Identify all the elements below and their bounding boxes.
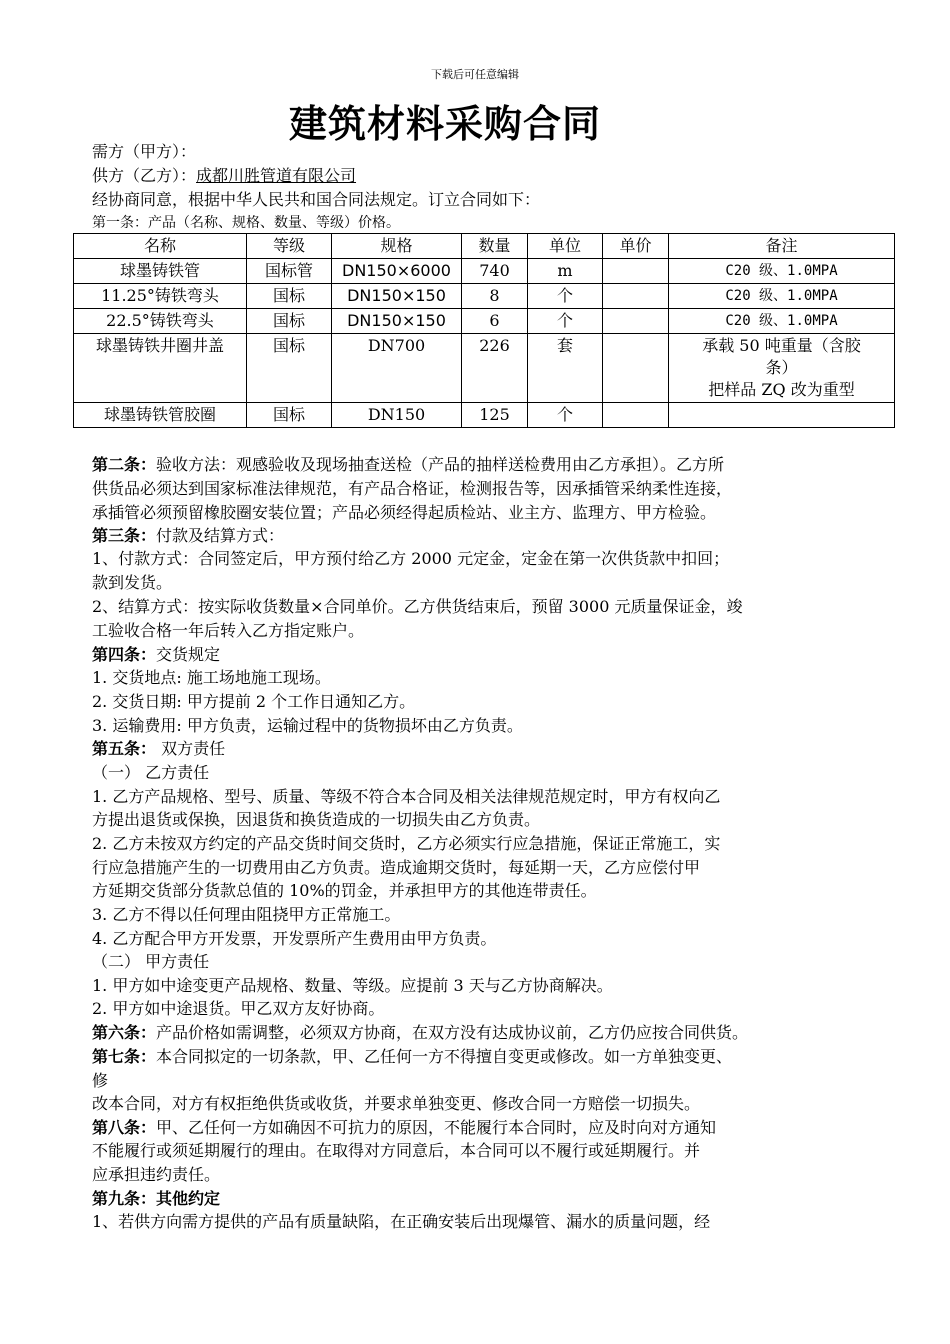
- col-header: 单价: [603, 234, 669, 259]
- cell-note: C20 级、1.0MPA: [669, 259, 895, 284]
- col-header: 名称: [74, 234, 247, 259]
- article-3-heading: 第三条：: [92, 526, 157, 545]
- cell-unit: m: [528, 259, 603, 284]
- cell-qty: 125: [462, 403, 528, 428]
- cell-spec: DN150×150: [332, 284, 462, 309]
- article-3-title: 付款及结算方式：: [156, 526, 285, 545]
- article-5-item-2c: 方延期交货部分货款总值的 10%的罚金，并承担甲方的其他连带责任。: [92, 881, 597, 900]
- cell-name: 11.25°铸铁弯头: [74, 284, 247, 309]
- article-8-line-3: 应承担违约责任。: [92, 1165, 221, 1184]
- note-line: 条）: [765, 358, 798, 377]
- col-header: 单位: [528, 234, 603, 259]
- col-header: 备注: [669, 234, 895, 259]
- article-2-heading: 第二条：: [92, 455, 157, 474]
- cell-name: 球墨铸铁管: [74, 259, 247, 284]
- article-4-title: 交货规定: [156, 645, 221, 664]
- article-5-item-2b: 行应急措施产生的一切费用由乙方负责。造成逾期交货时，每延期一天，乙方应偿付甲: [92, 858, 701, 877]
- article-5-item-4: 4. 乙方配合甲方开发票，开发票所产生费用由甲方负责。: [92, 929, 497, 948]
- article-5-item-3: 3. 乙方不得以任何理由阻挠甲方正常施工。: [92, 905, 401, 924]
- cell-grade: 国标: [247, 284, 332, 309]
- cell-spec: DN150×6000: [332, 259, 462, 284]
- article-4-heading-line: [92, 645, 220, 665]
- page-title: 建筑材料采购合同: [288, 102, 601, 146]
- supplier-name: 成都川胜管道有限公司: [196, 166, 357, 185]
- supplier-label: 供方（乙方）：: [92, 166, 197, 185]
- article-4-item-3: 3. 运输费用: 甲方负责，运输过程中的货物损坏由乙方负责。: [92, 716, 523, 735]
- supplier-line: [92, 166, 356, 186]
- col-header: 数量: [462, 234, 528, 259]
- cell-note: [669, 403, 895, 428]
- article-7-text: 本合同拟定的一切条款，甲、乙任何一方不得擅自变更或修改。如一方单独变更、: [156, 1047, 733, 1066]
- article-9-line-1: 1、若供方向需方提供的产品有质量缺陷，在正确安装后出现爆管、漏水的质量问题，经: [92, 1212, 711, 1231]
- header-note: 下载后可任意编辑: [431, 68, 519, 81]
- article-7-line-2: 修: [92, 1071, 109, 1090]
- article-7-heading: 第七条：: [92, 1047, 157, 1066]
- article-7-line-3: 改本合同，对方有权拒绝供货或收货，并要求单独变更、修改合同一方赔偿一切损失。: [92, 1094, 701, 1113]
- cell-price: [603, 259, 669, 284]
- cell-note: C20 级、1.0MPA: [669, 284, 895, 309]
- article-5-b-item-1: 1. 甲方如中途变更产品规格、数量、等级。应提前 3 天与乙方协商解决。: [92, 976, 613, 995]
- article-2-line-3: 承插管必须预留橡胶圈安装位置；产品必须经得起质检站、业主方、监理方、甲方检验。: [92, 503, 717, 522]
- table-row: [74, 259, 895, 284]
- cell-unit: 个: [528, 284, 603, 309]
- cell-note: [669, 334, 895, 403]
- article-8-heading: 第八条：: [92, 1118, 157, 1137]
- article-3-line-3: 2、结算方式：按实际收货数量×合同单价。乙方供货结束后，预留 3000 元质量保证金，竣: [92, 597, 743, 616]
- table-row: [74, 284, 895, 309]
- table-row: [74, 403, 895, 428]
- article-5-sub-1: （一） 乙方责任: [92, 763, 210, 782]
- cell-qty: 226: [462, 334, 528, 403]
- cell-spec: DN150×150: [332, 309, 462, 334]
- cell-qty: 740: [462, 259, 528, 284]
- cell-grade: 国标: [247, 309, 332, 334]
- article-5-item-1a: 1. 乙方产品规格、型号、质量、等级不符合本合同及相关法律规范规定时，甲方有权向乙: [92, 787, 721, 806]
- product-table: [73, 233, 895, 428]
- cell-grade: 国标: [247, 403, 332, 428]
- article-4-heading: 第四条：: [92, 645, 157, 664]
- cell-grade: 国标: [247, 334, 332, 403]
- article-5-heading-line: [92, 739, 225, 759]
- article-7-line-1: [92, 1047, 732, 1067]
- cell-qty: 8: [462, 284, 528, 309]
- article-6-text: 产品价格如需调整，必须双方协商，在双方没有达成协议前，乙方仍应按合同供货。: [156, 1023, 749, 1042]
- article-5-item-2a: 2. 乙方未按双方约定的产品交货时间交货时，乙方必须实行应急措施，保证正常施工，实: [92, 834, 721, 853]
- cell-unit: 套: [528, 334, 603, 403]
- article-8-line-1: [92, 1118, 716, 1138]
- article-9-heading: 第九条：其他约定: [92, 1189, 221, 1208]
- note-line: 承载 50 吨重量（含胶: [702, 336, 861, 355]
- cell-price: [603, 284, 669, 309]
- article-8-line-2: 不能履行或须延期履行的理由。在取得对方同意后，本合同可以不履行或延期履行。并: [92, 1141, 701, 1160]
- table-header-row: [74, 234, 895, 259]
- article-6-line: [92, 1023, 748, 1043]
- article-3-line-2: 款到发货。: [92, 573, 173, 592]
- col-header: 规格: [332, 234, 462, 259]
- article-3-line-1: 1、付款方式：合同签定后，甲方预付给乙方 2000 元定金，定金在第一次供货款中扣回；: [92, 549, 730, 568]
- note-line: 把样品 ZQ 改为重型: [708, 380, 855, 399]
- article-5-b-item-2: 2. 甲方如中途退货。甲乙双方友好协商。: [92, 999, 385, 1018]
- article-4-item-1: 1. 交货地点: 施工场地施工现场。: [92, 668, 331, 687]
- cell-price: [603, 334, 669, 403]
- cell-name: 22.5°铸铁弯头: [74, 309, 247, 334]
- cell-spec: DN150: [332, 403, 462, 428]
- article-6-heading: 第六条：: [92, 1023, 157, 1042]
- article-5-title: 双方责任: [156, 739, 226, 758]
- cell-price: [603, 309, 669, 334]
- cell-name: 球墨铸铁井圈井盖: [74, 334, 247, 403]
- buyer-line: 需方（甲方）：: [92, 142, 197, 161]
- article-3-line-4: 工验收合格一年后转入乙方指定账户。: [92, 621, 365, 640]
- article-5-sub-2: （二） 甲方责任: [92, 952, 210, 971]
- col-header: 等级: [247, 234, 332, 259]
- article-1: 第一条：产品（名称、规格、数量、等级）价格。: [92, 215, 400, 231]
- cell-spec: DN700: [332, 334, 462, 403]
- cell-qty: 6: [462, 309, 528, 334]
- cell-name: 球墨铸铁管胶圈: [74, 403, 247, 428]
- article-4-item-2: 2. 交货日期: 甲方提前 2 个工作日通知乙方。: [92, 692, 416, 711]
- cell-unit: 个: [528, 403, 603, 428]
- article-5-item-1b: 方提出退货或保换，因退货和换货造成的一切损失由乙方负责。: [92, 810, 541, 829]
- cell-price: [603, 403, 669, 428]
- article-5-heading: 第五条：: [92, 739, 157, 758]
- table-row: [74, 309, 895, 334]
- article-2-line-1: [92, 455, 724, 475]
- article-2-text: 验收方法：观感验收及现场抽查送检（产品的抽样送检费用由乙方承担）。乙方所: [156, 455, 725, 474]
- cell-note: C20 级、1.0MPA: [669, 309, 895, 334]
- article-3-heading-line: [92, 526, 284, 546]
- table-row: [74, 334, 895, 403]
- intro-line: 经协商同意，根据中华人民共和国合同法规定。订立合同如下：: [92, 190, 541, 209]
- article-8-text: 甲、乙任何一方如确因不可抗力的原因，不能履行本合同时，应及时向对方通知: [156, 1118, 717, 1137]
- cell-unit: 个: [528, 309, 603, 334]
- article-2-line-2: 供货品必须达到国家标准法律规范，有产品合格证，检测报告等，因承插管采纳柔性连接，: [92, 479, 733, 498]
- cell-grade: 国标管: [247, 259, 332, 284]
